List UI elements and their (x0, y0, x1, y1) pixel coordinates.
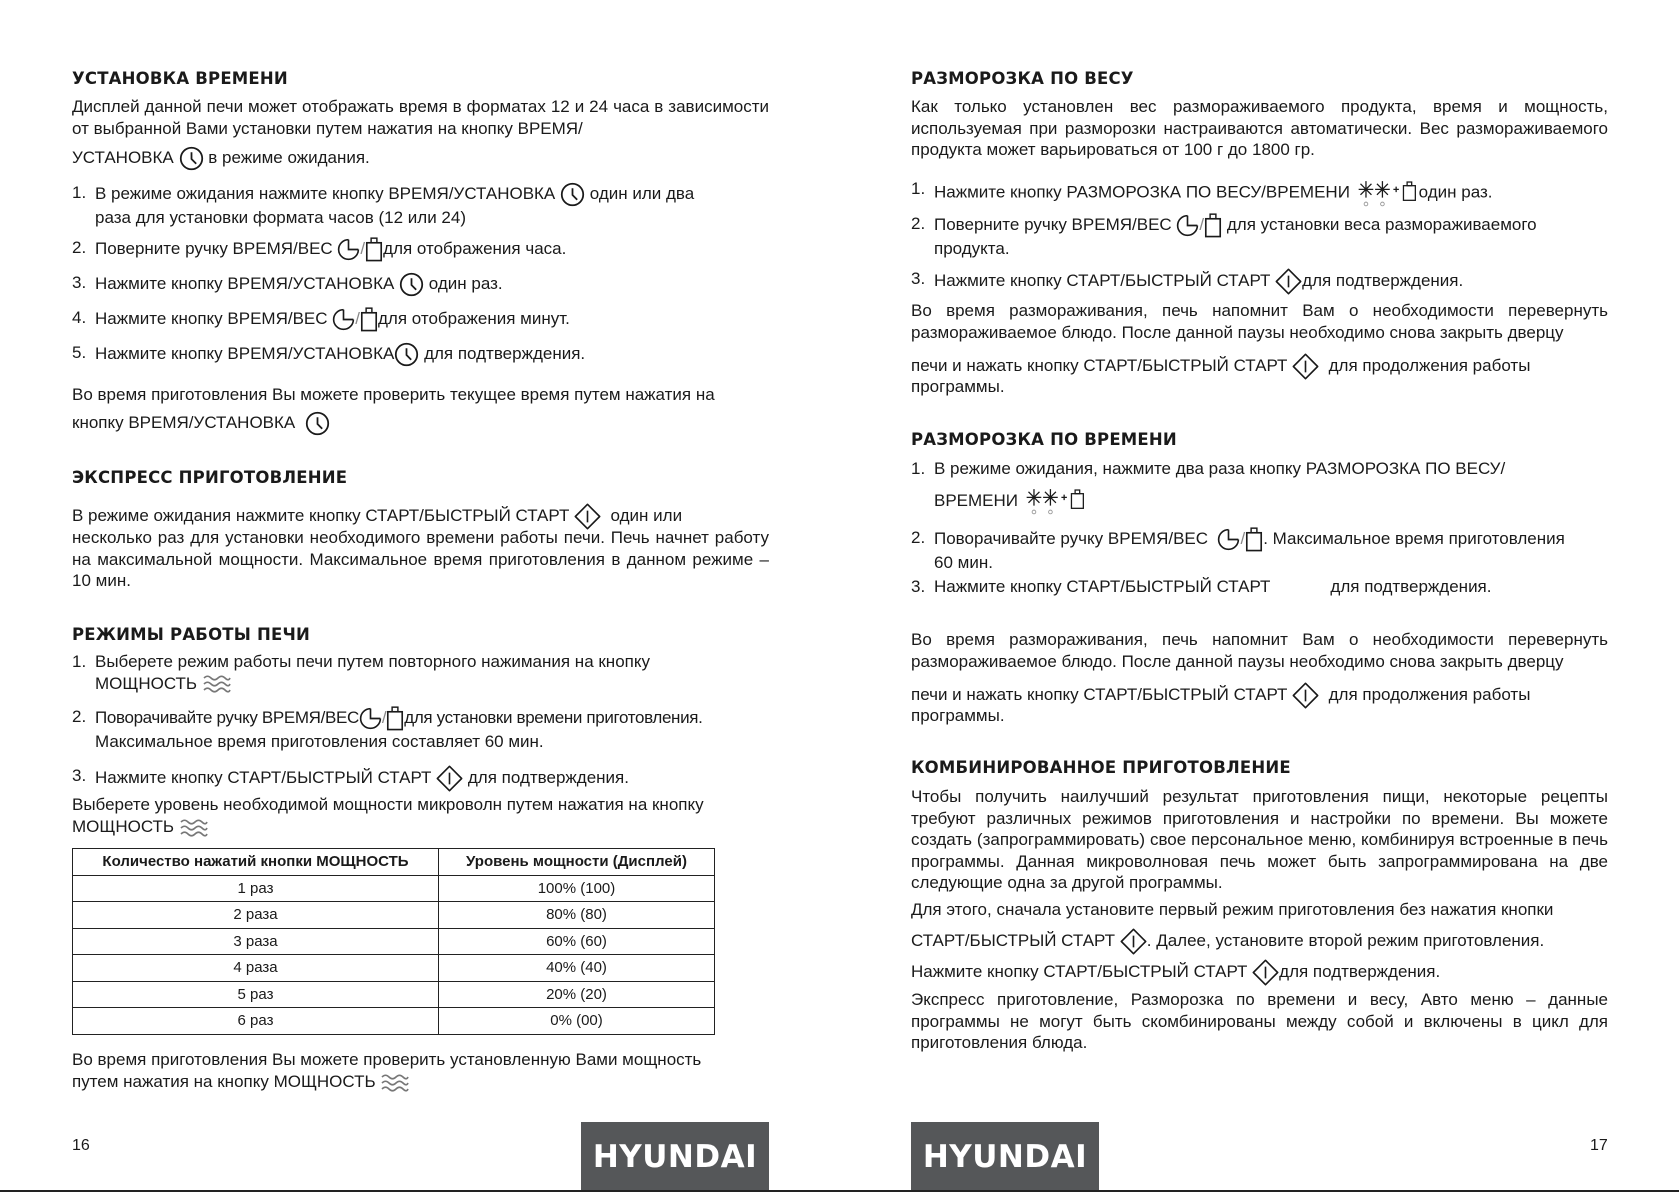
time-defrost-step-3: 3. Нажмите кнопку СТАРТ/БЫСТРЫЙ СТАРТ для подтверждения. (911, 577, 1492, 596)
weight-icon (386, 706, 404, 731)
combo-line-3: СТАРТ/БЫСТРЫЙ СТАРТ . Далее, установите второй режим приготовления. (911, 928, 1608, 955)
power-level-table (72, 848, 715, 1035)
modes-step-2: 2. Поворачивайте ручку ВРЕМЯ/ВЕС / для установки времени приготовления. Максимальное время приготовления составляет 60 мин. (72, 707, 703, 751)
power-select-paragraph: Выберете уровень необходимой мощности микроволн путем нажатия на кнопку (72, 795, 704, 814)
time-defrost-note: Во время размораживания, печь напомнит Вам о необходимости перевернуть размораживаемое блюдо. После данной паузы необходимо снова закрыть дверцу (911, 630, 1608, 671)
time-step-3: 3. Нажмите кнопку ВРЕМЯ/УСТАНОВКА один раз. (72, 272, 769, 297)
time-defrost-step-1: 1. В режиме ожидания, нажмите два раза кнопку РАЗМОРОЗКА ПО ВЕСУ/ ВРЕМЕНИ (911, 458, 1608, 516)
table-row (73, 902, 715, 929)
weight-defrost-step-2: 2. Поверните ручку ВРЕМЯ/ВЕС / для установки веса размораживаемого продукта. (911, 214, 1537, 258)
clock-icon (560, 182, 585, 207)
time-intro-paragraph: Дисплей данной печи может отображать время в форматах 12 и 24 часа в зависимости от выбранной Вами установки путем нажатия на кнопку ВРЕМЯ/ (72, 97, 769, 138)
table-row (73, 928, 715, 955)
time-note-line: кнопку ВРЕМЯ/УСТАНОВКА (72, 411, 769, 436)
time-defrost-note-end: программы. (911, 706, 1005, 725)
timer-icon (332, 308, 355, 331)
table-row (73, 875, 715, 902)
time-step-1: 1. В режиме ожидания нажмите кнопку ВРЕМЯ/УСТАНОВКА один или два раза для установки формата часов (12 или 24) (72, 183, 695, 227)
page-number-left: 16 (72, 1137, 90, 1154)
section-title-weight-defrost: РАЗМОРОЗКА ПО ВЕСУ (911, 69, 1134, 88)
time-step-4: 4. Нажмите кнопку ВРЕМЯ/ВЕС / для отображения минут. (72, 307, 769, 332)
table-cell: 100% (100) (439, 875, 715, 902)
weight-defrost-note-line: печи и нажать кнопку СТАРТ/БЫСТРЫЙ СТАРТ для продолжения работы (911, 353, 1608, 380)
time-step-2: 2. Поверните ручку ВРЕМЯ/ВЕС / для отображения часа. (72, 237, 769, 262)
start-icon (1120, 928, 1147, 955)
table-cell: 20% (20) (439, 981, 715, 1008)
table-cell: 3 раза (73, 928, 439, 955)
clock-icon (399, 272, 424, 297)
table-cell: 40% (40) (439, 955, 715, 982)
table-row (73, 955, 715, 982)
table-cell: 0% (00) (439, 1008, 715, 1035)
time-intro-line: УСТАНОВКА в режиме ожидания. (72, 146, 769, 171)
modes-step-3: 3. Нажмите кнопку СТАРТ/БЫСТРЫЙ СТАРТ для подтверждения. (72, 765, 769, 792)
timer-icon (337, 238, 360, 261)
weight-defrost-note-end: программы. (911, 377, 1005, 396)
defrost-icon (1023, 486, 1087, 516)
power-note-line: путем нажатия на кнопку МОЩНОСТЬ (72, 1071, 769, 1094)
start-icon (1275, 268, 1302, 295)
combo-paragraph-5: Экспресс приготовление, Разморозка по времени и весу, Авто меню – данные программы не могут быть скомбинированы между собой и включены в цикл для приготовления блюда. (911, 990, 1608, 1052)
power-icon (380, 1072, 410, 1094)
start-icon (574, 503, 601, 530)
time-defrost-note-line: печи и нажать кнопку СТАРТ/БЫСТРЫЙ СТАРТ для продолжения работы (911, 682, 1608, 709)
power-select-line: МОЩНОСТЬ (72, 816, 769, 839)
timer-icon (359, 707, 382, 730)
left-page (72, 0, 769, 1192)
defrost-icon (1355, 178, 1419, 208)
power-note-paragraph: Во время приготовления Вы можете проверить установленную Вами мощность (72, 1050, 702, 1069)
time-defrost-step-2: 2. Поворачивайте ручку ВРЕМЯ/ВЕС / . Максимальное время приготовления 60 мин. (911, 528, 1565, 572)
weight-defrost-intro: Как только установлен вес размораживаемого продукта, время и мощность, используемая при разморозки настраиваются автоматически. Вес размораживаемого продукта может варьироваться от 100 г до 1800 гр. (911, 97, 1608, 159)
section-title-time-setting: УСТАНОВКА ВРЕМЕНИ (72, 69, 288, 88)
power-icon (179, 817, 209, 839)
weight-icon (1245, 527, 1263, 552)
weight-icon (365, 237, 383, 262)
table-cell: 60% (60) (439, 928, 715, 955)
clock-icon (394, 342, 419, 367)
hyundai-logo-left: HYUNDAI (581, 1122, 769, 1192)
page-number-right: 17 (1590, 1137, 1608, 1154)
combo-line-4: Нажмите кнопку СТАРТ/БЫСТРЫЙ СТАРТ для подтверждения. (911, 959, 1608, 986)
power-icon (202, 673, 232, 695)
clock-icon (179, 146, 204, 171)
weight-defrost-note: Во время размораживания, печь напомнит Вам о необходимости перевернуть размораживаемое блюдо. После данной паузы необходимо снова закрыть дверцу (911, 301, 1608, 342)
time-note-paragraph: Во время приготовления Вы можете проверить текущее время путем нажатия на (72, 385, 715, 404)
table-header: Количество нажатий кнопки МОЩНОСТЬ (73, 849, 439, 876)
combo-paragraph-2: Для этого, сначала установите первый режим приготовления без нажатия кнопки (911, 900, 1554, 919)
express-paragraph: несколько раз для установки необходимого времени работы печи. Печь начнет работу на максимальной мощности. Максимальное время приготовления в данном режиме – 10 мин. (72, 528, 769, 590)
section-title-express: ЭКСПРЕСС ПРИГОТОВЛЕНИЕ (72, 468, 348, 487)
timer-icon (1217, 528, 1240, 551)
timer-icon (1176, 214, 1199, 237)
table-header: Уровень мощности (Дисплей) (439, 849, 715, 876)
table-header-row (73, 849, 715, 876)
table-cell: 5 раз (73, 981, 439, 1008)
start-icon (436, 765, 463, 792)
table-cell: 6 раз (73, 1008, 439, 1035)
weight-icon (360, 307, 378, 332)
time-step-5: 5. Нажмите кнопку ВРЕМЯ/УСТАНОВКА для подтверждения. (72, 342, 769, 367)
weight-defrost-step-3: 3. Нажмите кнопку СТАРТ/БЫСТРЫЙ СТАРТ для подтверждения. (911, 268, 1608, 295)
table-cell: 2 раза (73, 902, 439, 929)
weight-defrost-step-1: 1. Нажмите кнопку РАЗМОРОЗКА ПО ВЕСУ/ВРЕМЕНИ один раз. (911, 178, 1608, 208)
section-title-modes: РЕЖИМЫ РАБОТЫ ПЕЧИ (72, 625, 311, 644)
combo-paragraph-1: Чтобы получить наилучший результат приготовления пищи, некоторые рецепты требуют различных режимов приготовления и настройки по времени. Вы можете создать (запрограммировать) свое персональное меню, комбинируя встроенные в печь программы. Данная микроволновая печь может быть запрограммирована на две следующие одна за другой программы. (911, 787, 1608, 892)
table-cell: 80% (80) (439, 902, 715, 929)
section-title-time-defrost: РАЗМОРОЗКА ПО ВРЕМЕНИ (911, 430, 1177, 449)
section-title-combo: КОМБИНИРОВАННОЕ ПРИГОТОВЛЕНИЕ (911, 758, 1291, 777)
table-cell: 4 раза (73, 955, 439, 982)
table-cell: 1 раз (73, 875, 439, 902)
express-line-1: В режиме ожидания нажмите кнопку СТАРТ/БЫСТРЫЙ СТАРТ один или (72, 503, 769, 530)
modes-step-1: 1. Выберете режим работы печи путем повторного нажимания на кнопку МОЩНОСТЬ (72, 651, 769, 695)
hyundai-logo-right: HYUNDAI (911, 1122, 1099, 1192)
table-row (73, 981, 715, 1008)
table-row (73, 1008, 715, 1035)
weight-icon (1204, 213, 1222, 238)
right-page (911, 0, 1608, 1192)
start-icon (1252, 959, 1279, 986)
clock-icon (305, 411, 330, 436)
